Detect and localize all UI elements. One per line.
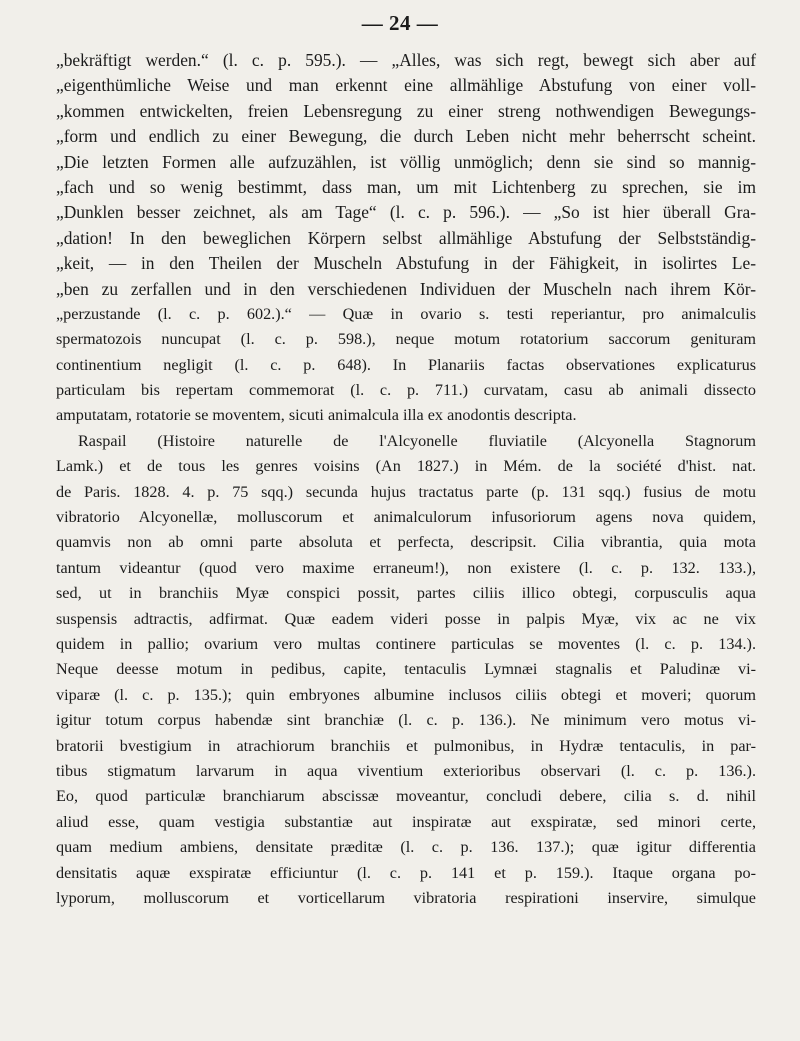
- text-line: Neque deesse motum in pedibus, capite, tentaculis Lymnæi stagnalis et Paludinæ vi-: [56, 660, 756, 679]
- text-line: „ben zu zerfallen und in den verschiedenen Individuen der Muscheln nach ihrem Kör-: [56, 278, 756, 299]
- text-line: quidem in pallio; ovarium vero multas continere particulas se moventes (l. c. p. 134.).: [56, 634, 756, 653]
- text-line: „fach und so wenig bestimmt, dass man, um mit Lichtenberg zu sprechen, sie im: [56, 176, 756, 197]
- text-line: igitur totum corpus habendæ sint branchiæ (l. c. p. 136.). Ne minimum vero motus vi-: [56, 711, 756, 730]
- text-line: vibratorio Alcyonellæ, molluscorum et animalculorum infusoriorum agens nova quidem,: [56, 508, 756, 527]
- text-line: viparæ (l. c. p. 135.); quin embryones albumine inclusos ciliis obtegi et moveri; quorum: [56, 685, 756, 704]
- text-line: Raspail (Histoire naturelle de l'Alcyonelle fluviatile (Alcyonella Stagnorum: [78, 431, 756, 450]
- text-line: continentium negligit (l. c. p. 648). In Planariis factas observationes explicaturus: [56, 355, 756, 374]
- text-line: „form und endlich zu einer Bewegung, die durch Leben nicht mehr beherrscht scheint.: [56, 126, 756, 147]
- page-number: — 24 —: [361, 11, 439, 35]
- text-line: aliud esse, quam vestigia substantiæ aut inspiratæ aut exspiratæ, sed minori certe,: [56, 812, 756, 831]
- text-line: Lamk.) et de tous les genres voisins (An 1827.) in Mém. de la société d'hist. nat.: [56, 457, 756, 476]
- text-line: suspensis adtractis, adfirmat. Quæ eadem videri posse in palpis Myæ, vix ac ne vix: [56, 609, 756, 628]
- text-line: spermatozois nuncupat (l. c. p. 598.), neque motum rotatorium saccorum genituram: [56, 330, 756, 349]
- text-line: „eigenthümliche Weise und man erkennt eine allmählige Abstufung von einer voll-: [56, 75, 756, 96]
- text-line: particulam bis repertam commemorat (l. c. p. 711.) curvatam, casu ab animali dissecto: [56, 381, 756, 400]
- text-line: bratorii bvestigium in atrachiorum branchiis et pulmonibus, in Hydræ tentaculis, in par-: [56, 736, 756, 755]
- text-line: Eo, quod particulæ branchiarum abscissæ moveantur, concludi debere, cilia s. d. nihil: [56, 787, 756, 806]
- text-line: quamvis non ab omni parte absoluta et perfecta, descripsit. Cilia vibrantia, quia mota: [56, 533, 756, 552]
- text-line: „Dunklen besser zeichnet, als am Tage“ (l. c. p. 596.). — „So ist hier überall Gra-: [56, 202, 756, 223]
- body-text: [56, 48, 756, 911]
- text-line: „kommen entwickelten, freien Lebensregung zu einer streng nothwendigen Bewegungs-: [56, 100, 756, 121]
- text-line: tibus stigmatum larvarum in aqua viventium exterioribus observari (l. c. p. 136.).: [56, 761, 756, 780]
- text-line: „keit, — in den Theilen der Muscheln Abstufung in der Fähigkeit, in isolirtes Le-: [56, 253, 756, 274]
- text-line: „dation! In den beweglichen Körpern selbst allmählige Abstufung der Selbstständig-: [56, 227, 756, 248]
- text-line: quam medium ambiens, densitate præditæ (l. c. p. 136. 137.); quæ igitur differentia: [56, 838, 756, 857]
- text-line: lyporum, molluscorum et vorticellarum vibratoria respirationi inservire, simulque: [56, 888, 756, 907]
- text-line: tantum videantur (quod vero maxime erraneum!), non existere (l. c. p. 132. 133.),: [56, 558, 756, 577]
- text-line: sed, ut in branchiis Myæ conspici possit, partes ciliis illico obtegi, corpusculis aqua: [56, 584, 756, 603]
- text-line: amputatam, rotatorie se moventem, sicuti animalcula illa ex anodontis descripta.: [56, 406, 577, 425]
- text-line: „bekräftigt werden.“ (l. c. p. 595.). — „Alles, was sich regt, bewegt sich aber auf: [56, 50, 756, 70]
- text-line: densitatis aquæ exspiratæ efficiuntur (l. c. p. 141 et p. 159.). Itaque organa po-: [56, 863, 756, 882]
- text-line: „Die letzten Formen alle aufzuzählen, ist völlig unmöglich; denn sie sind so mannig-: [56, 151, 756, 172]
- text-line: „perzustande (l. c. p. 602.).“ — Quæ in ovario s. testi reperiantur, pro animalculis: [56, 304, 756, 323]
- text-line: de Paris. 1828. 4. p. 75 sqq.) secunda hujus tractatus parte (p. 131 sqq.) fusius de motu: [56, 482, 756, 501]
